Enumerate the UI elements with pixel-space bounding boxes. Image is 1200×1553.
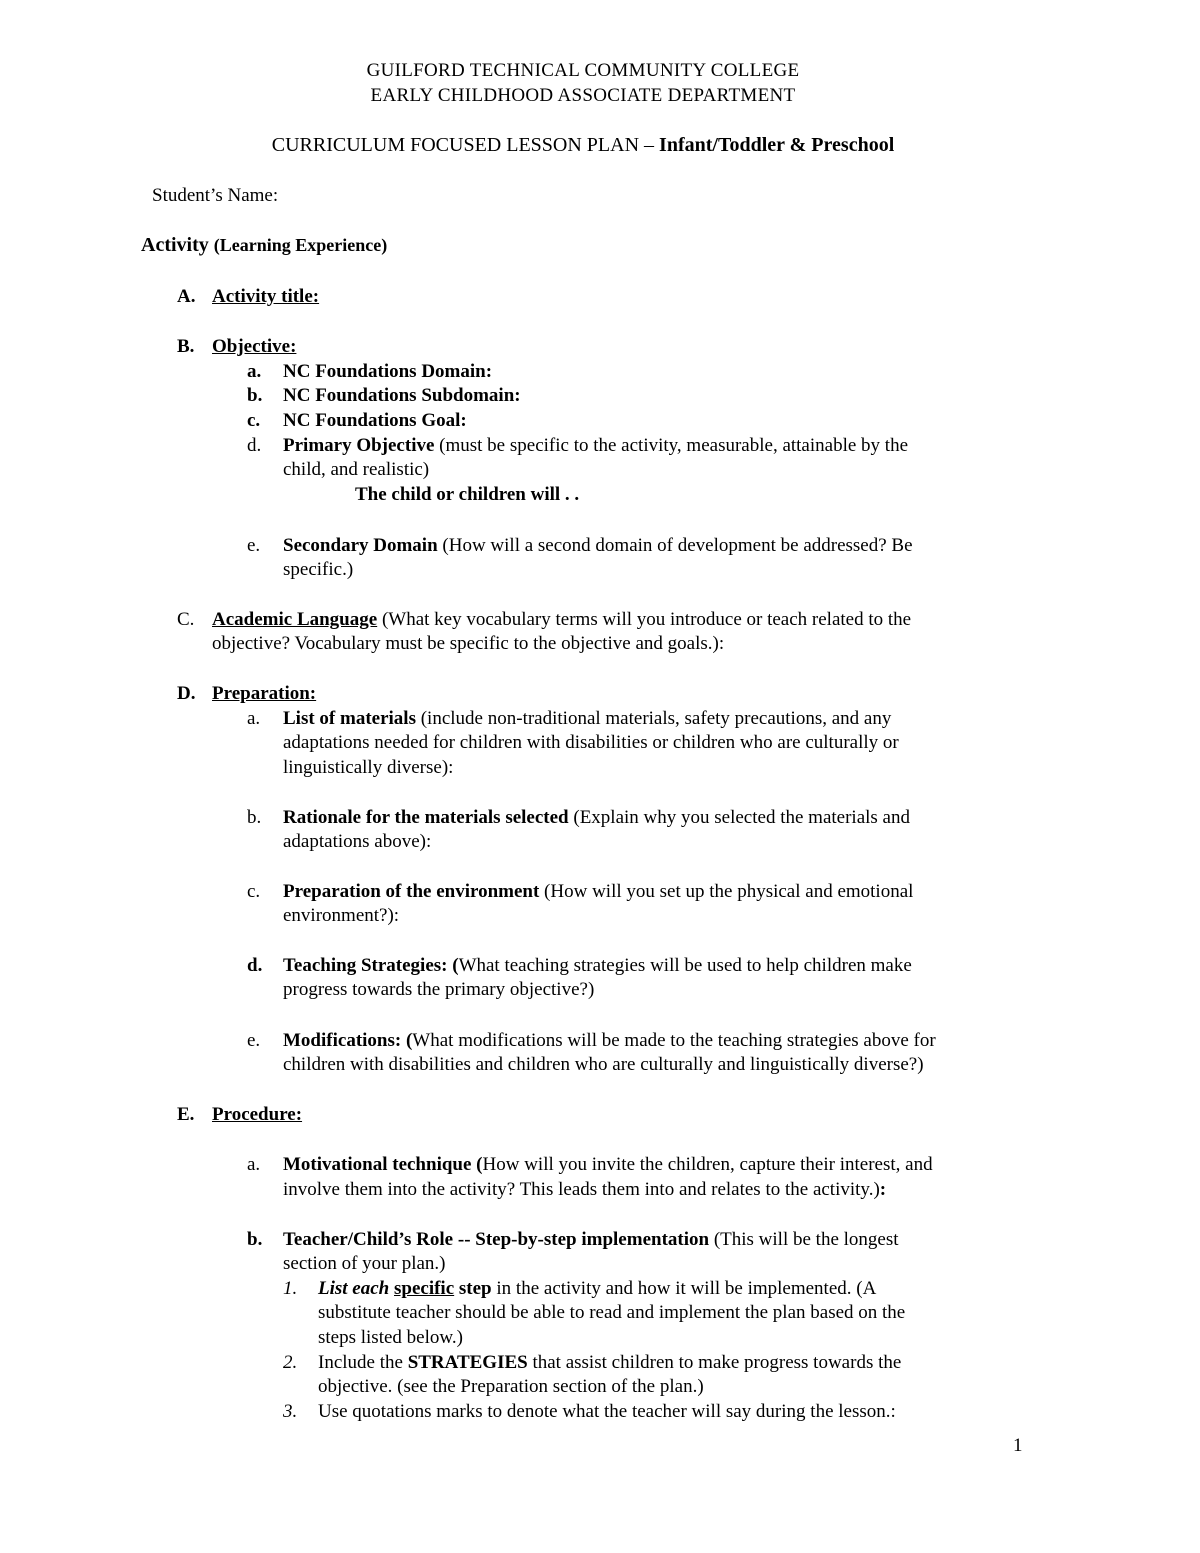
- department-name: EARLY CHILDHOOD ASSOCIATE DEPARTMENT: [370, 85, 796, 106]
- section-c-desc: (What key vocabulary terms will you introduce or teach related to the: [377, 609, 912, 630]
- list-of-materials-label: List of materials: [283, 708, 416, 729]
- teaching-strategies: [283, 953, 912, 978]
- section-d-letter: D.: [177, 683, 196, 704]
- list-of-materials: [283, 706, 891, 731]
- list-letter: c.: [247, 881, 261, 902]
- step-2-desc: that assist children to make progress towards the: [527, 1352, 902, 1373]
- motivational-technique-desc: How will you invite the children, capture their interest, and: [482, 1154, 933, 1175]
- list-of-materials-desc: (include non-traditional materials, safety precautions, and any: [415, 708, 892, 729]
- step-2: [318, 1350, 901, 1375]
- preparation-environment-label: Preparation of the environment: [283, 881, 540, 902]
- step-1-desc-cont: steps listed below.): [318, 1327, 463, 1348]
- step-number: 3.: [283, 1401, 298, 1422]
- step-1-step-word: step: [454, 1278, 492, 1299]
- teacher-child-role: [283, 1227, 899, 1252]
- step-number: 1.: [283, 1278, 298, 1299]
- activity-heading: [141, 233, 387, 258]
- secondary-domain: [283, 533, 913, 558]
- college-name: GUILFORD TECHNICAL COMMUNITY COLLEGE: [366, 60, 800, 81]
- list-of-materials-desc-cont: adaptations needed for children with disabilities or children who are culturally or: [283, 732, 899, 753]
- child-will-statement: The child or children will . .: [355, 484, 580, 505]
- motivational-technique-label: Motivational technique (: [283, 1154, 483, 1175]
- section-a-letter: A.: [177, 286, 196, 307]
- section-c-title: Academic Language: [212, 609, 378, 630]
- secondary-domain-desc-cont: specific.): [283, 559, 354, 580]
- secondary-domain-label: Secondary Domain: [283, 535, 438, 556]
- list-letter: c.: [247, 410, 261, 431]
- nc-goal: NC Foundations Goal:: [283, 410, 467, 431]
- list-letter: b.: [247, 807, 262, 828]
- modifications-desc-cont: children with disabilities and children who are culturally and linguistically diverse?): [283, 1054, 924, 1075]
- rationale-desc: (Explain why you selected the materials and: [568, 807, 910, 828]
- activity-heading-paren: (Learning Experience): [213, 235, 388, 255]
- teacher-child-role-label: Teacher/Child’s Role -- Step-by-step implementation: [283, 1229, 710, 1250]
- list-letter: b.: [247, 385, 263, 406]
- primary-objective-desc: (must be specific to the activity, measurable, attainable by the: [434, 435, 909, 456]
- rationale-materials: [283, 805, 910, 830]
- title-sub: Infant/Toddler & Preschool: [659, 134, 895, 156]
- section-c-letter: C.: [177, 609, 195, 630]
- activity-heading-main: Activity: [141, 234, 214, 256]
- step-1: [318, 1276, 876, 1301]
- step-2-pre: Include the: [318, 1352, 408, 1373]
- teacher-child-role-desc-cont: section of your plan.): [283, 1253, 446, 1274]
- step-1-desc-cont: substitute teacher should be able to read and implement the plan based on the: [318, 1302, 906, 1323]
- primary-objective-label: Primary Objective: [283, 435, 435, 456]
- step-1-desc: in the activity and how it will be implemented. (A: [491, 1278, 877, 1299]
- nc-domain: NC Foundations Domain:: [283, 361, 493, 382]
- motivational-technique-desc-text: involve them into the activity? This leads them into and relates to the activity.): [283, 1179, 880, 1200]
- motivational-technique-desc-cont: [283, 1177, 886, 1202]
- preparation-environment-desc-cont: environment?):: [283, 905, 400, 926]
- title-main: CURRICULUM FOCUSED LESSON PLAN –: [271, 134, 660, 156]
- rationale-label: Rationale for the materials selected: [283, 807, 569, 828]
- section-c-desc-cont: objective? Vocabulary must be specific to the objective and goals.):: [212, 633, 725, 654]
- step-2-desc-cont: objective. (see the Preparation section of the plan.): [318, 1376, 704, 1397]
- list-of-materials-desc-cont: linguistically diverse):: [283, 757, 454, 778]
- section-c: [212, 607, 911, 632]
- step-number: 2.: [283, 1352, 298, 1373]
- list-letter: d.: [247, 435, 262, 456]
- section-a-title: Activity title:: [212, 286, 320, 307]
- primary-objective-desc-cont: child, and realistic): [283, 459, 430, 480]
- page-number: 1: [1013, 1435, 1023, 1456]
- secondary-domain-desc: (How will a second domain of development be addressed? Be: [437, 535, 913, 556]
- motivational-technique-colon: :: [879, 1179, 887, 1200]
- step-1-specific: specific: [394, 1278, 455, 1299]
- list-letter: d.: [247, 955, 263, 976]
- list-letter: a.: [247, 1154, 261, 1175]
- teaching-strategies-label: Teaching Strategies: (: [283, 955, 459, 976]
- section-b-letter: B.: [177, 336, 195, 357]
- primary-objective: [283, 433, 908, 458]
- motivational-technique: [283, 1152, 933, 1177]
- list-letter: e.: [247, 1030, 261, 1051]
- section-b-title: Objective:: [212, 336, 297, 357]
- rationale-desc-cont: adaptations above):: [283, 831, 432, 852]
- section-e-title: Procedure:: [212, 1104, 303, 1125]
- modifications: [283, 1028, 936, 1053]
- step-1-list-each: List each: [318, 1278, 394, 1299]
- teacher-child-role-desc: (This will be the longest: [709, 1229, 899, 1250]
- nc-subdomain: NC Foundations Subdomain:: [283, 385, 521, 406]
- preparation-environment: [283, 879, 913, 904]
- list-letter: a.: [247, 708, 261, 729]
- list-letter: b.: [247, 1229, 263, 1250]
- student-name-label: Student’s Name:: [152, 185, 279, 206]
- modifications-desc: What modifications will be made to the teaching strategies above for: [412, 1030, 936, 1051]
- teaching-strategies-desc-cont: progress towards the primary objective?): [283, 979, 595, 1000]
- page-title: [0, 133, 1166, 158]
- teaching-strategies-desc: What teaching strategies will be used to help children make: [458, 955, 912, 976]
- preparation-environment-desc: (How will you set up the physical and emotional: [539, 881, 914, 902]
- section-d-title: Preparation:: [212, 683, 317, 704]
- modifications-label: Modifications: (: [283, 1030, 413, 1051]
- step-3: Use quotations marks to denote what the teacher will say during the lesson.:: [318, 1401, 896, 1422]
- list-letter: e.: [247, 535, 261, 556]
- list-letter: a.: [247, 361, 262, 382]
- section-e-letter: E.: [177, 1104, 195, 1125]
- step-2-strategies: STRATEGIES: [407, 1352, 528, 1373]
